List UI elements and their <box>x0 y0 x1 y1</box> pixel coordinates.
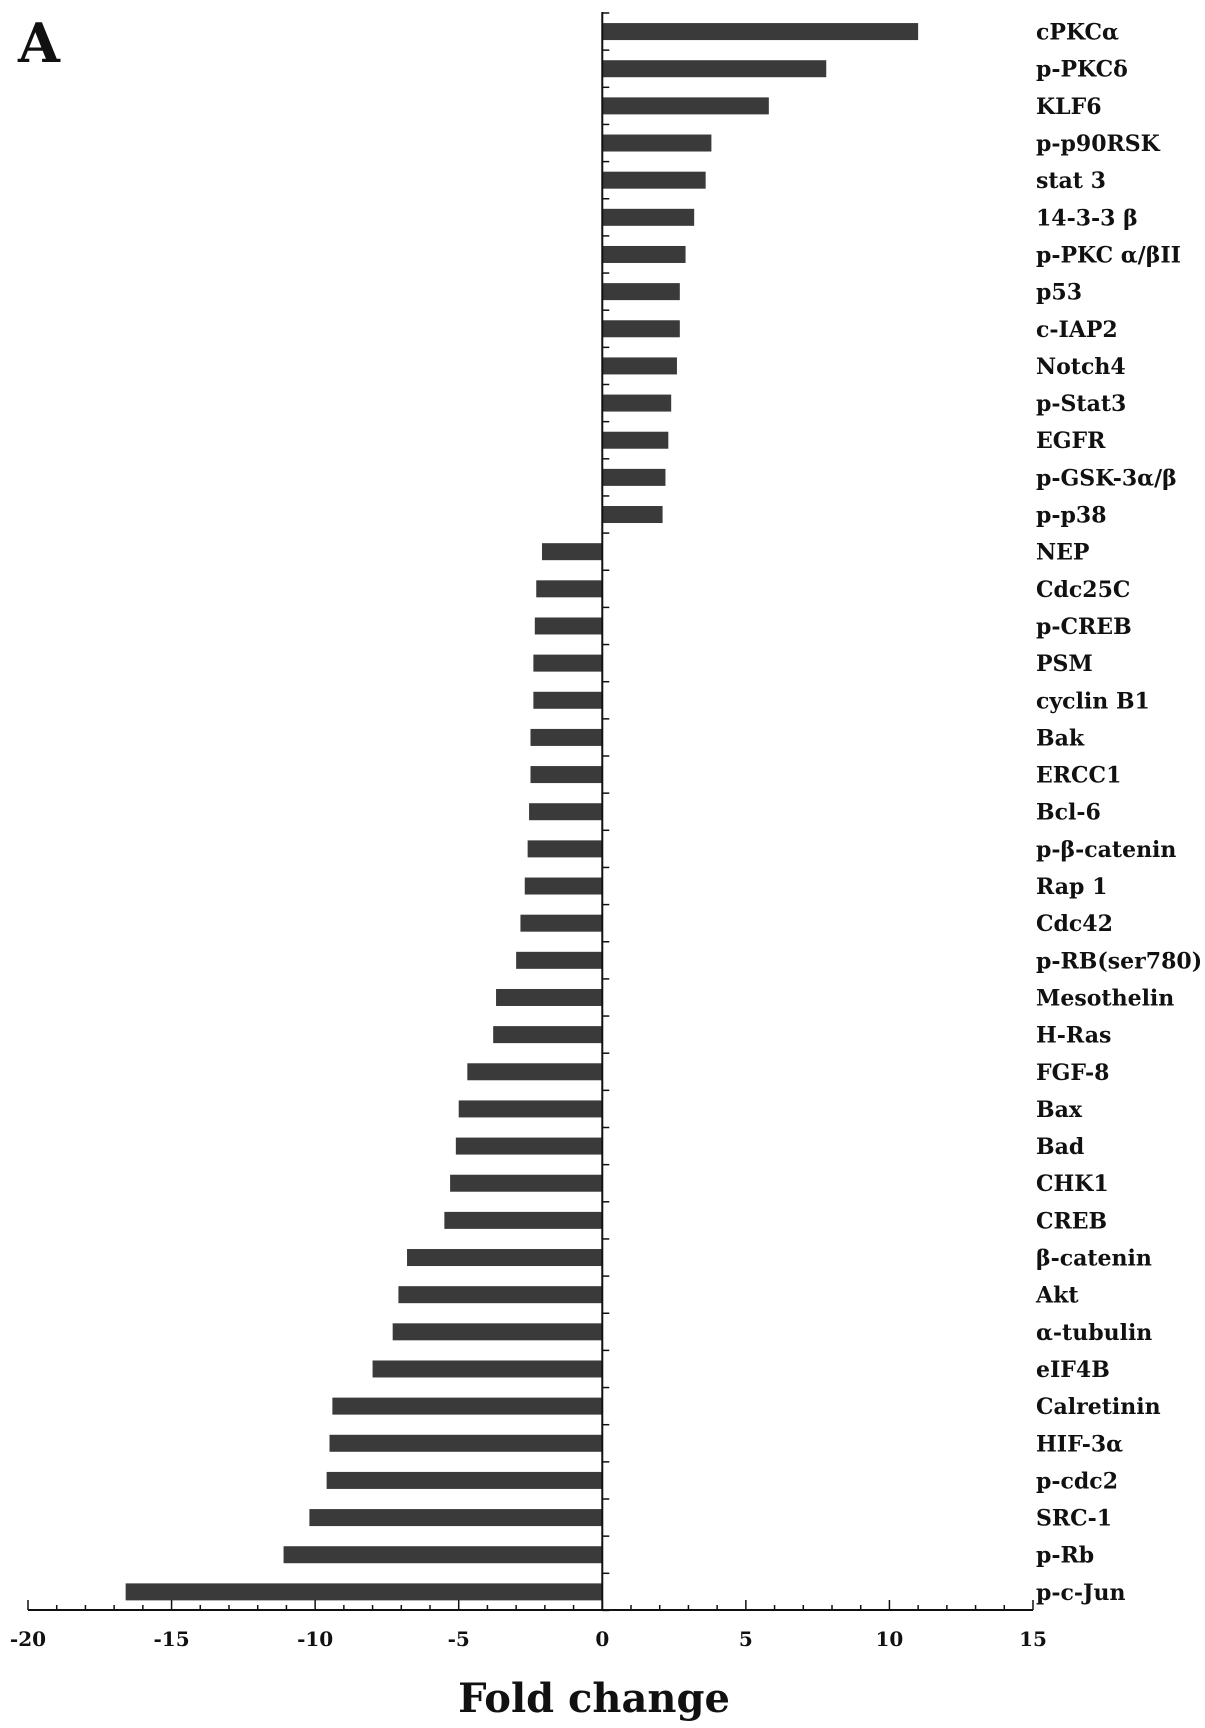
bar <box>531 729 603 746</box>
bar <box>456 1138 602 1155</box>
bar <box>493 1026 602 1043</box>
bar <box>373 1360 603 1377</box>
category-label: p-Rb <box>1036 1542 1095 1569</box>
category-label: Cdc42 <box>1036 911 1113 938</box>
bar <box>309 1509 602 1526</box>
bar <box>126 1583 603 1600</box>
bar <box>520 915 602 932</box>
category-label: Cdc25C <box>1036 576 1131 603</box>
category-label: stat 3 <box>1036 168 1106 195</box>
category-label: p-β-catenin <box>1036 836 1177 863</box>
bar <box>535 617 602 634</box>
category-label: cyclin B1 <box>1036 688 1150 715</box>
x-axis <box>10 1600 1047 1651</box>
category-label: CREB <box>1036 1208 1108 1235</box>
category-label: Bak <box>1036 725 1085 752</box>
category-label: p-CREB <box>1036 613 1132 640</box>
bar <box>602 283 680 300</box>
category-label: Bax <box>1036 1096 1082 1123</box>
bar <box>602 209 694 226</box>
category-label: HIF-3α <box>1036 1431 1124 1458</box>
bar <box>533 655 602 672</box>
bar <box>450 1175 602 1192</box>
bar <box>330 1435 603 1452</box>
category-label: NEP <box>1036 539 1090 566</box>
bar <box>284 1546 603 1563</box>
category-label: cPKCα <box>1036 19 1119 46</box>
x-tick-label: 15 <box>1019 1627 1047 1651</box>
bar <box>602 60 826 77</box>
category-label: β-catenin <box>1036 1245 1152 1272</box>
category-label: Calretinin <box>1036 1394 1161 1421</box>
category-labels <box>1035 20 1202 1606</box>
bar <box>602 506 662 523</box>
category-label: CHK1 <box>1036 1171 1109 1198</box>
x-tick-label: -10 <box>297 1627 334 1651</box>
category-label: Rap 1 <box>1036 874 1108 901</box>
category-label: eIF4B <box>1036 1356 1110 1383</box>
bar <box>516 952 602 969</box>
category-label: 14-3-3 β <box>1036 205 1138 232</box>
bar <box>327 1472 603 1489</box>
category-label: Mesothelin <box>1036 985 1175 1012</box>
category-label: PSM <box>1036 651 1093 678</box>
category-label: p-c-Jun <box>1036 1579 1126 1606</box>
category-label: p-cdc2 <box>1036 1468 1118 1495</box>
bar <box>602 395 671 412</box>
bar <box>528 840 603 857</box>
bar <box>332 1398 602 1415</box>
x-tick-label: -15 <box>153 1627 190 1651</box>
category-label: H-Ras <box>1036 1022 1112 1049</box>
bar <box>525 878 603 895</box>
category-label: Akt <box>1036 1282 1079 1309</box>
bar <box>602 432 668 449</box>
bar <box>542 543 602 560</box>
category-label: c-IAP2 <box>1036 316 1118 343</box>
bar <box>459 1100 603 1117</box>
category-label: KLF6 <box>1036 93 1102 120</box>
category-label: p-p90RSK <box>1036 131 1160 158</box>
category-label: p-Stat3 <box>1036 391 1127 418</box>
x-tick-label: -5 <box>447 1627 470 1651</box>
category-label: p-PKC α/βII <box>1036 242 1181 269</box>
bar <box>602 469 665 486</box>
bar <box>602 320 680 337</box>
bar <box>529 803 602 820</box>
bar <box>602 23 918 40</box>
category-label: p-GSK-3α/β <box>1036 465 1177 492</box>
bars-group <box>126 23 919 1600</box>
category-label: p-p38 <box>1036 502 1107 529</box>
bar <box>602 172 705 189</box>
x-tick-label: 5 <box>738 1627 753 1651</box>
panel-label: A <box>18 11 60 75</box>
bar <box>531 766 603 783</box>
bar <box>393 1323 603 1340</box>
bar <box>496 989 602 1006</box>
bar <box>602 246 685 263</box>
bar <box>602 357 677 374</box>
x-tick-label: -20 <box>9 1627 47 1651</box>
bar <box>444 1212 602 1229</box>
category-label: Notch4 <box>1036 353 1126 380</box>
x-axis-title: Fold change <box>458 1675 730 1722</box>
x-tick-label: 0 <box>595 1627 610 1651</box>
bar <box>602 135 711 152</box>
bar <box>536 580 602 597</box>
category-label: ERCC1 <box>1036 762 1122 789</box>
bar <box>467 1063 602 1080</box>
category-label: EGFR <box>1036 428 1106 455</box>
category-label: α-tubulin <box>1036 1319 1153 1346</box>
category-label: FGF-8 <box>1036 1059 1110 1086</box>
bar <box>398 1286 602 1303</box>
category-label: SRC-1 <box>1036 1505 1113 1532</box>
bar <box>533 692 602 709</box>
category-label: p-PKCδ <box>1036 56 1128 83</box>
category-label: Bcl-6 <box>1036 799 1101 826</box>
x-tick-label: 10 <box>875 1627 904 1651</box>
bar <box>602 97 769 114</box>
category-label: p53 <box>1036 279 1082 306</box>
category-label: Bad <box>1036 1134 1085 1161</box>
bar <box>407 1249 602 1266</box>
category-label: p-RB(ser780) <box>1036 948 1203 975</box>
